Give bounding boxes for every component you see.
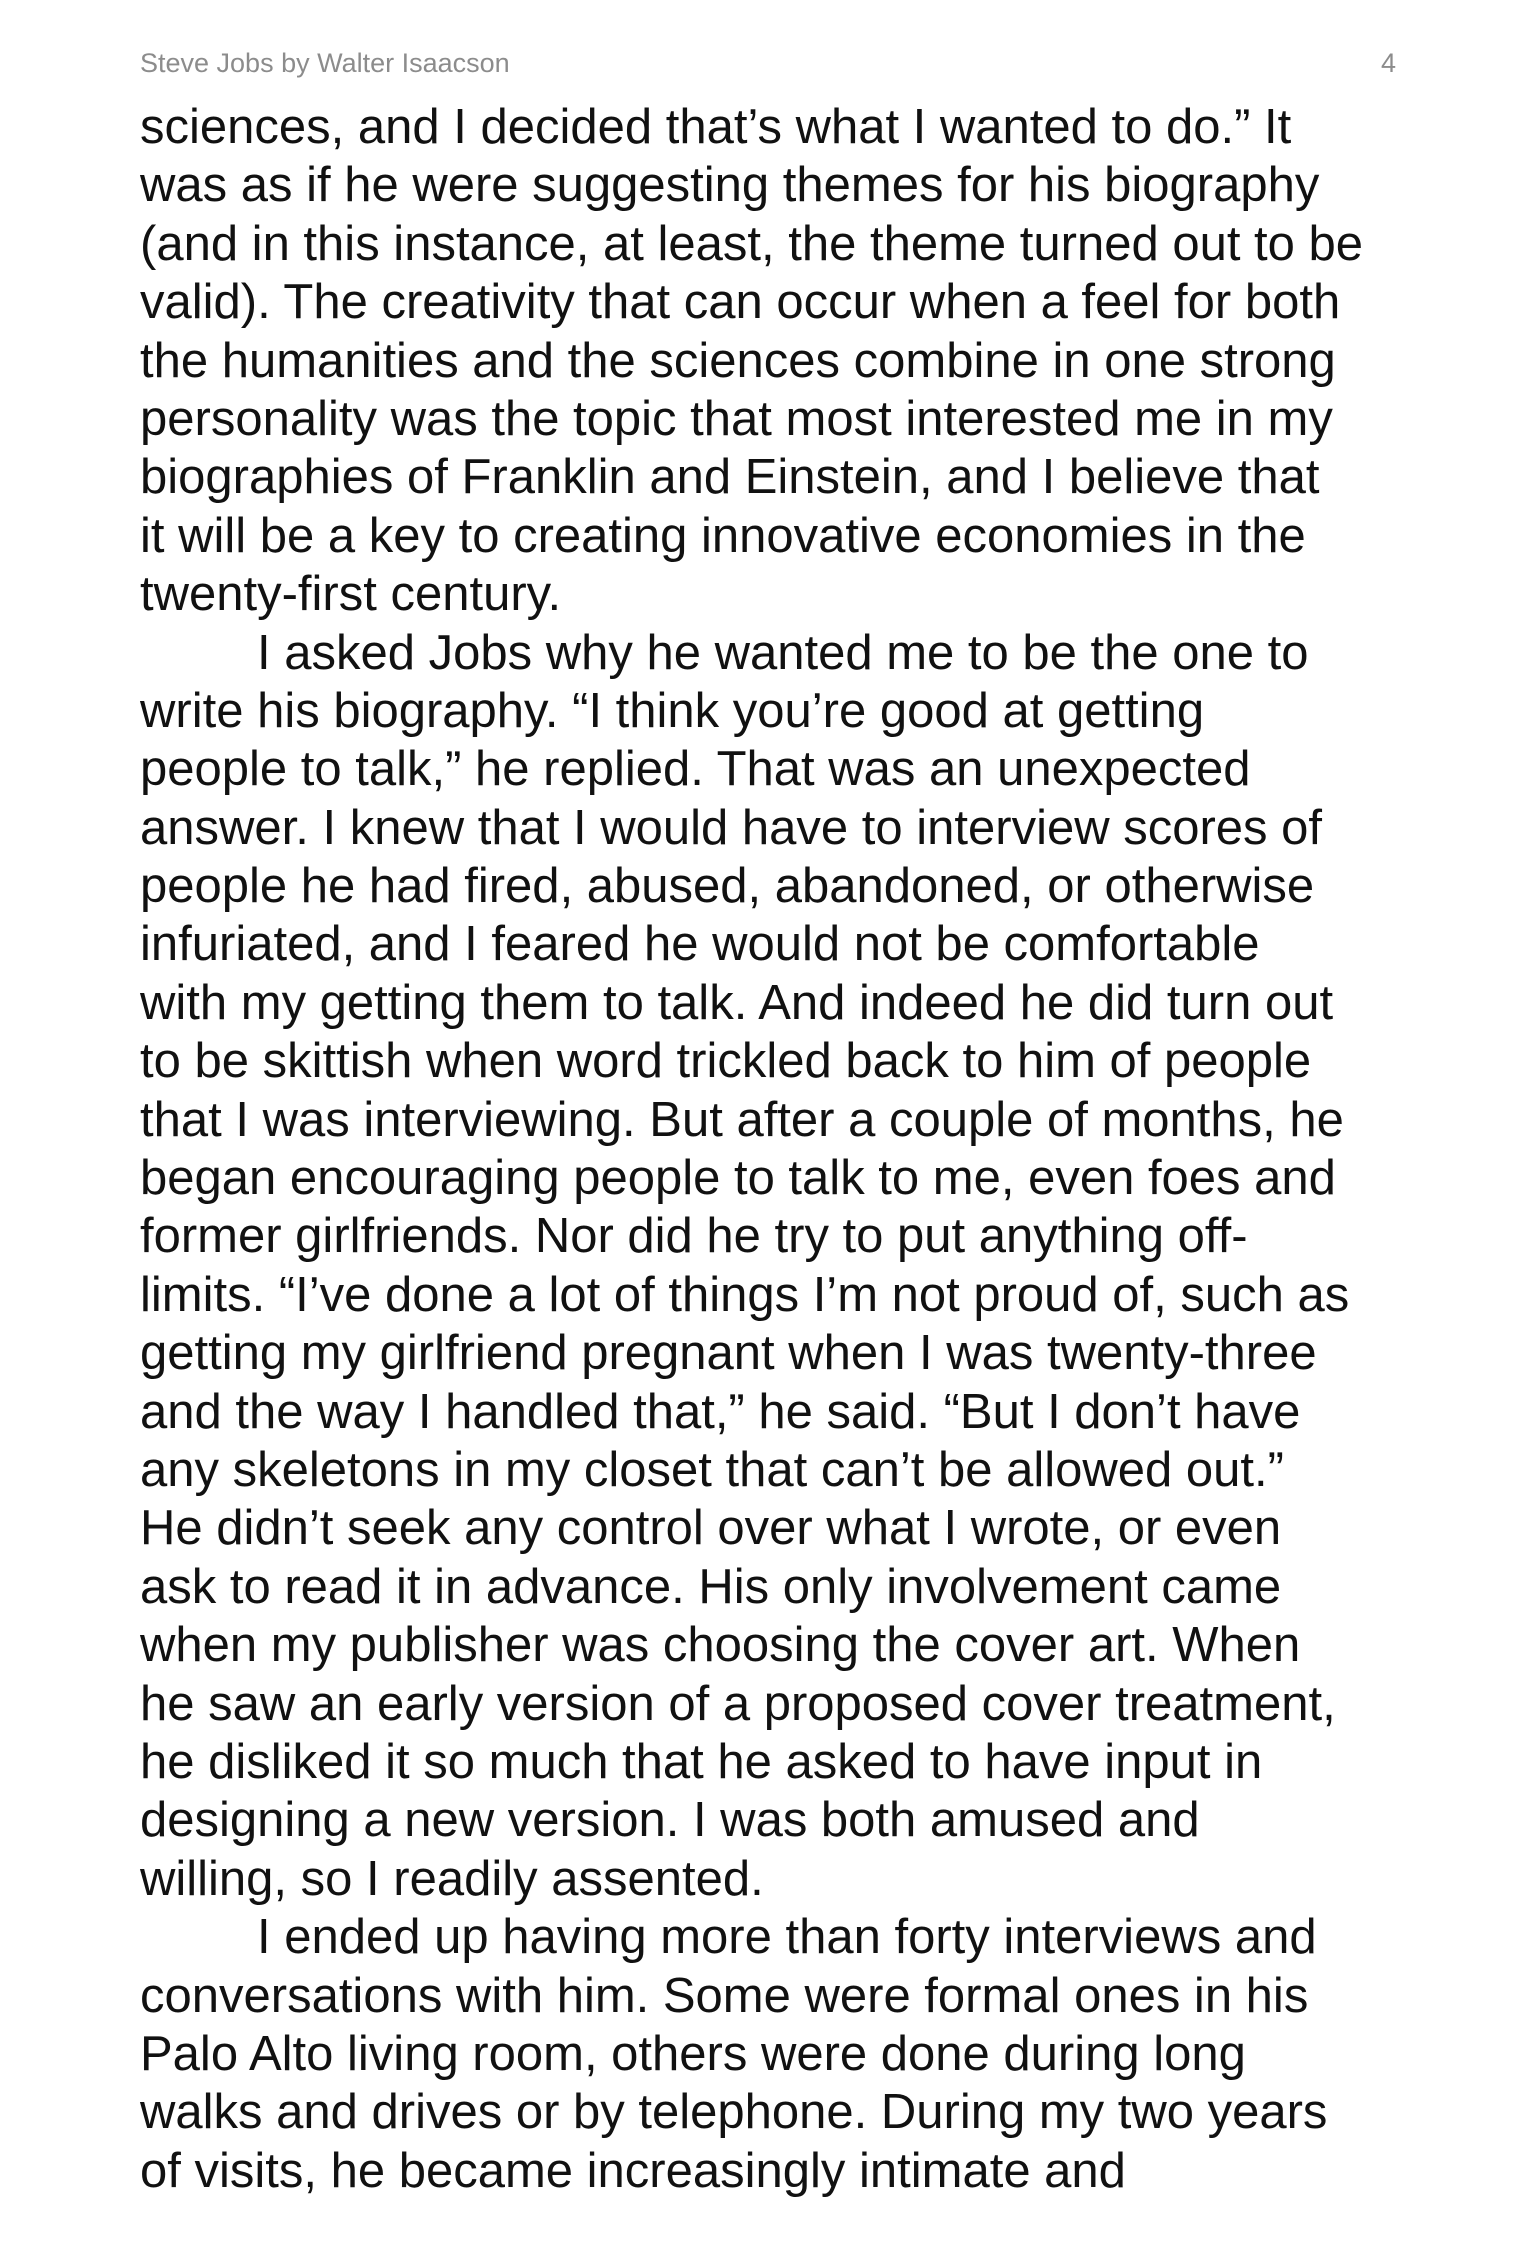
text-line: when my publisher was choosing the cover art. When xyxy=(140,1618,1301,1673)
text-line: any skeletons in my closet that can’t be allowed out.” xyxy=(140,1442,1284,1497)
text-line: the humanities and the sciences combine in one strong xyxy=(140,333,1336,388)
text-line: and the way I handled that,” he said. “But I don’t have xyxy=(140,1384,1301,1439)
page-header xyxy=(140,48,1396,82)
text-line: Palo Alto living room, others were done during long xyxy=(140,2026,1246,2081)
text-line: he disliked it so much that he asked to have input in xyxy=(140,1734,1263,1789)
text-line: He didn’t seek any control over what I wrote, or even xyxy=(140,1501,1282,1556)
text-line: I asked Jobs why he wanted me to be the one to xyxy=(257,625,1309,680)
text-line: he saw an early version of a proposed cover treatment, xyxy=(140,1676,1336,1731)
text-line: conversations with him. Some were formal ones in his xyxy=(140,1968,1309,2023)
text-line: (and in this instance, at least, the theme turned out to be xyxy=(140,216,1364,271)
text-line: personality was the topic that most interested me in my xyxy=(140,391,1333,446)
text-line: valid). The creativity that can occur when a feel for both xyxy=(140,275,1341,330)
text-line: answer. I knew that I would have to interview scores of xyxy=(140,800,1323,855)
text-line: sciences, and I decided that’s what I wanted to do.” It xyxy=(140,100,1292,154)
text-line: designing a new version. I was both amused and xyxy=(140,1793,1200,1848)
text-line: biographies of Franklin and Einstein, and I believe that xyxy=(140,450,1320,505)
text-line: people to talk,” he replied. That was an unexpected xyxy=(140,742,1251,797)
text-line: twenty-first century. xyxy=(140,567,562,622)
text-line: infuriated, and I feared he would not be comfortable xyxy=(140,917,1260,972)
text-line: former girlfriends. Nor did he try to put anything off- xyxy=(140,1209,1248,1264)
body-text xyxy=(140,98,1440,2200)
text-line: of visits, he became increasingly intimate and xyxy=(140,2143,1126,2198)
text-line: ask to read it in advance. His only involvement came xyxy=(140,1559,1282,1614)
text-line: was as if he were suggesting themes for his biography xyxy=(140,158,1320,213)
text-line: willing, so I readily assented. xyxy=(140,1851,764,1906)
text-line: people he had fired, abused, abandoned, or otherwise xyxy=(140,859,1315,914)
text-line: getting my girlfriend pregnant when I was twenty-three xyxy=(140,1326,1317,1381)
text-line: limits. “I’ve done a lot of things I’m not proud of, such as xyxy=(140,1267,1350,1322)
text-line: to be skittish when word trickled back to him of people xyxy=(140,1034,1312,1089)
text-line: write his biography. “I think you’re good at getting xyxy=(140,683,1205,738)
text-line: I ended up having more than forty interviews and xyxy=(257,1910,1317,1965)
text-line: began encouraging people to talk to me, even foes and xyxy=(140,1151,1336,1206)
text-line: with my getting them to talk. And indeed he did turn out xyxy=(140,975,1334,1030)
page-number: 4 xyxy=(1380,48,1396,78)
text-line: that I was interviewing. But after a couple of months, he xyxy=(140,1092,1344,1147)
text-line: walks and drives or by telephone. During my two years xyxy=(140,2085,1328,2140)
running-header-title: Steve Jobs by Walter Isaacson xyxy=(140,48,510,78)
text-line: it will be a key to creating innovative economies in the xyxy=(140,508,1306,563)
